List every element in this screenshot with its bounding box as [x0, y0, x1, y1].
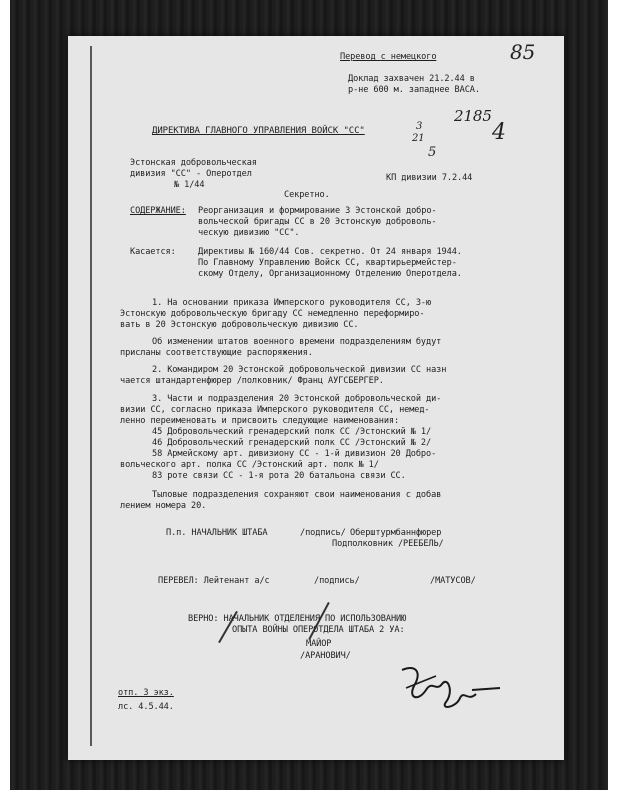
- document-title: ДИРЕКТИВА ГЛАВНОГО УПРАВЛЕНИЯ ВОЙСК "СС": [152, 126, 365, 136]
- paragraph-1-line-3: вать в 20 Эстонскую добровольческую дивизию СС.: [120, 320, 359, 330]
- handwritten-ref-number: 2185: [454, 107, 492, 125]
- date-note: лс. 4.5.44.: [118, 702, 174, 712]
- paragraph-1-line-1: 1. На основании приказа Имперского руководителя СС, 3-ю: [152, 298, 432, 308]
- paragraph-1b-line-2: присланы соответствующие распоряжения.: [120, 348, 313, 358]
- handwritten-fraction-bottom: 21: [412, 133, 425, 144]
- translator-signature: /подпись/: [314, 576, 360, 586]
- paragraph-2-line-2: чается штандартенфюрер /полковник/ Франц АУГСБЕРГЕР.: [120, 376, 384, 386]
- handwritten-number-top: 85: [510, 40, 536, 64]
- handwritten-fraction-top: 3: [416, 121, 423, 132]
- handwritten-page-number: 4: [492, 120, 506, 145]
- handwritten-signature: [396, 662, 506, 722]
- paragraph-3-line-1: 3. Части и подразделения 20 Эстонской добровольческой ди-: [152, 394, 442, 404]
- unit-3-continued: вольческого арт. полка СС /Эстонский арт. полк № 1/: [120, 460, 379, 470]
- copies-note: отп. 3 экз.: [118, 688, 174, 698]
- margin-line: [90, 46, 92, 746]
- verified-name: /АРАНОВИЧ/: [300, 651, 351, 661]
- rear-units-line-1: Тыловые подразделения сохраняют свои наименования с добав: [152, 490, 442, 500]
- paragraph-2-line-1: 2. Командиром 20 Эстонской добровольческой дивизии СС назн: [152, 365, 447, 375]
- division-line-3: № 1/44: [174, 180, 205, 190]
- captured-line-1: Доклад захвачен 21.2.44 в: [348, 74, 475, 84]
- handwritten-side-number: 5: [428, 145, 437, 160]
- kp-line: КП дивизии 7.2.44: [386, 173, 473, 183]
- verified-rank: МАЙОР: [306, 639, 332, 649]
- content-line-2: вольческой бригады СС в 20 Эстонскую доброволь-: [198, 217, 437, 227]
- unit-2: 46 Добровольческий гренадерский полк СС /Эстонский № 2/: [152, 438, 432, 448]
- paragraph-3-line-3: ленно переименовать и присвоить следующие наименования:: [120, 416, 400, 426]
- division-line-2: дивизия "СС" - Оперотдел: [130, 169, 252, 179]
- translation-note: Перевод с немецкого: [340, 52, 437, 62]
- secret-label: Секретно.: [284, 190, 330, 200]
- division-line-1: Эстонская добровольческая: [130, 158, 257, 168]
- concerns-line-3: скому Отделу, Организационному Отделению Оперотдела.: [198, 269, 462, 279]
- paragraph-3-line-2: визии СС, согласно приказа Имперского руководителя СС, немед-: [120, 405, 430, 415]
- translator-name: /МАТУСОВ/: [430, 576, 476, 586]
- unit-4: 83 роте связи СС - 1-я рота 20 батальона связи СС.: [152, 471, 406, 481]
- verified-line-1: ВЕРНО: НАЧАЛЬНИК ОТДЕЛЕНИЯ ПО ИСПОЛЬЗОВАНИЮ: [188, 614, 407, 624]
- concerns-label: Касается:: [130, 247, 176, 257]
- paragraph-1-line-2: Эстонскую добровольческую бригаду СС немедленно переформиро-: [120, 309, 425, 319]
- signer-signature: /подпись/: [300, 528, 346, 538]
- rear-units-line-2: лением номера 20.: [120, 501, 207, 511]
- content-line-3: ческую дивизию "СС".: [198, 228, 300, 238]
- content-label: СОДЕРЖАНИЕ:: [130, 206, 186, 216]
- document-sheet: [68, 36, 564, 760]
- concerns-line-1: Директивы № 160/44 Сов. секретно. От 24 января 1944.: [198, 247, 462, 257]
- signer-label: П.п. НАЧАЛЬНИК ШТАБА: [166, 528, 268, 538]
- paragraph-1b-line-1: Об изменении штатов военного времени подразделениям будут: [152, 337, 442, 347]
- content-line-1: Реорганизация и формирование 3 Эстонской добро-: [198, 206, 437, 216]
- translator-label: ПЕРЕВЕЛ: Лейтенант а/с: [158, 576, 270, 586]
- concerns-line-2: По Главному Управлению Войск СС, квартирьермейстер-: [198, 258, 457, 268]
- signer-rank-2: Подполковник /РЕЕБЕЛЬ/: [332, 539, 444, 549]
- captured-line-2: р-не 600 м. западнее ВАСА.: [348, 85, 480, 95]
- unit-3: 58 Армейскому арт. дивизиону СС - 1-й дивизион 20 Добро-: [152, 449, 437, 459]
- unit-1: 45 Добровольческий гренадерский полк СС /Эстонский № 1/: [152, 427, 432, 437]
- verified-line-2: ОПЫТА ВОЙНЫ ОПЕРОТДЕЛА ШТАБА 2 УА:: [232, 625, 405, 635]
- signer-rank: Оберштурмбаннфюрер: [350, 528, 442, 538]
